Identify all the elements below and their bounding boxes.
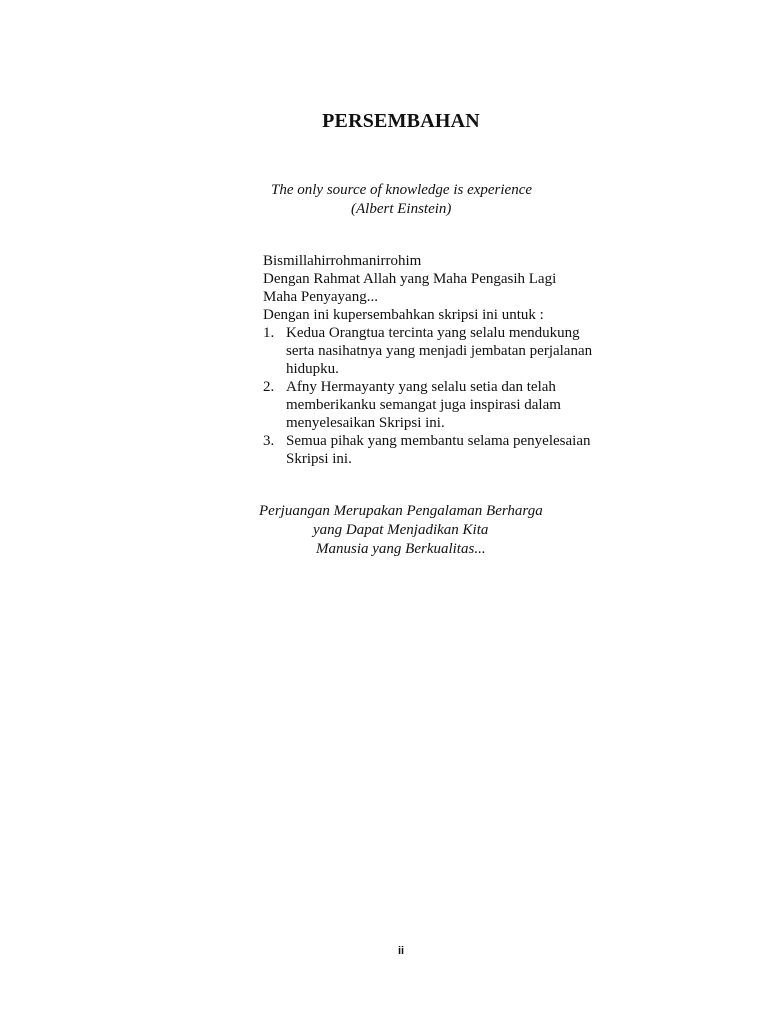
dedication-text: Afny Hermayanty yang selalu setia dan telah memberikanku semangat juga inspirasi dalam menyelesaikan Skripsi ini. bbox=[286, 379, 561, 431]
dedication-number: 3. bbox=[263, 433, 275, 449]
page-number: ii bbox=[397, 945, 405, 957]
dedication-number: 2. bbox=[263, 379, 275, 395]
dedication-text: Kedua Orangtua tercinta yang selalu mendukung serta nasihatnya yang menjadi jembatan perjalanan hidupku. bbox=[286, 325, 593, 377]
dedication-text: Semua pihak yang membantu selama penyelesaian Skripsi ini. bbox=[286, 433, 591, 467]
intro-line: Bismillahirrohmanirrohim bbox=[263, 253, 422, 269]
dedication-item bbox=[263, 324, 608, 378]
dedication-body bbox=[263, 252, 608, 468]
dedication-number: 1. bbox=[263, 325, 275, 341]
dedication-item bbox=[263, 432, 608, 468]
page-title: PERSEMBAHAN bbox=[322, 110, 480, 132]
closing-line: Manusia yang Berkualitas... bbox=[316, 541, 486, 557]
dedication-item bbox=[263, 378, 608, 432]
quote-text: The only source of knowledge is experience bbox=[271, 182, 533, 198]
closing-line: yang Dapat Menjadikan Kita bbox=[313, 522, 489, 538]
quote-author: (Albert Einstein) bbox=[351, 201, 452, 217]
intro-line: Maha Penyayang... bbox=[263, 289, 378, 305]
intro-line: Dengan ini kupersembahkan skripsi ini untuk : bbox=[263, 307, 544, 323]
dedication-list bbox=[263, 324, 608, 468]
closing-line: Perjuangan Merupakan Pengalaman Berharga bbox=[259, 503, 543, 519]
intro-line: Dengan Rahmat Allah yang Maha Pengasih Lagi bbox=[263, 271, 557, 287]
